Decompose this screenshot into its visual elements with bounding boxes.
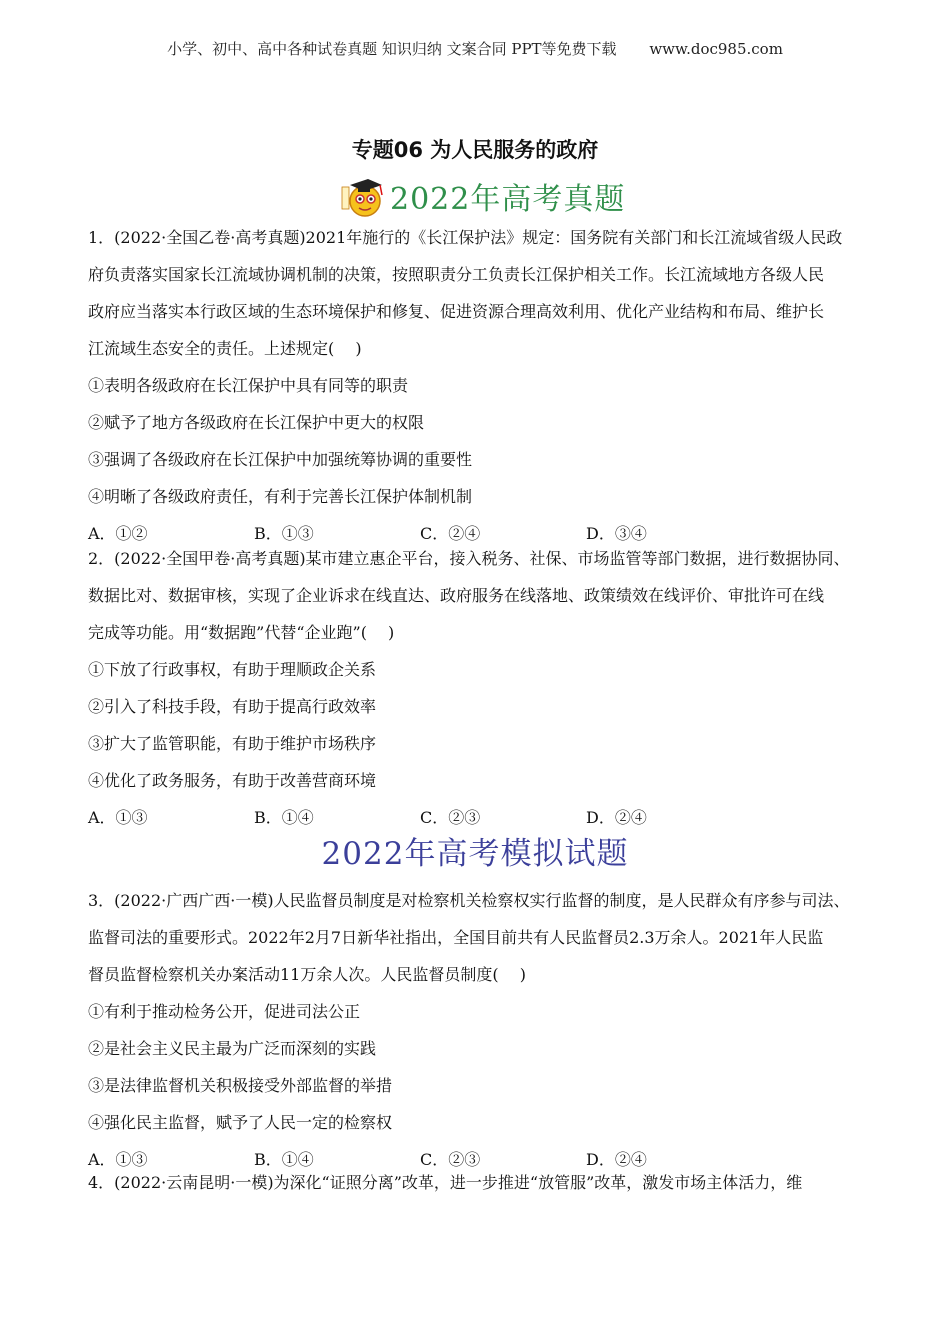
page-title: 专题06 为人民服务的政府 xyxy=(351,138,599,162)
option-b: B．①④ xyxy=(254,808,314,827)
question-4-line: 4．(2022·云南昆明·一模)为深化“证照分离”改革，进一步推进“放管服”改革，激发市场主体活力，维 xyxy=(88,1173,803,1192)
option-a: A．①③ xyxy=(88,1150,148,1169)
question-3-item: ①有利于推动检务公开，促进司法公正 xyxy=(88,1002,361,1021)
option-d: D．②④ xyxy=(586,1150,647,1169)
question-1-item: ②赋予了地方各级政府在长江保护中更大的权限 xyxy=(88,413,425,432)
question-3-line: 3．(2022·广西广西·一模)人民监督员制度是对检察机关检察权实行监督的制度，是人民群众有序参与司法、 xyxy=(88,891,850,910)
question-1-line: 江流域生态安全的责任。上述规定( ) xyxy=(88,339,362,358)
question-2-item: ④优化了政务服务，有助于改善营商环境 xyxy=(88,771,377,790)
question-1 xyxy=(88,219,878,552)
question-3-line: 监督司法的重要形式。2022年2月7日新华社指出，全国目前共有人民监督员2.3万余人。2021年人民监 xyxy=(88,928,824,947)
banner-real-exam xyxy=(340,172,625,220)
question-1-line: 府负责落实国家长江流域协调机制的决策，按照职责分工负责长江保护相关工作。长江流域地方各级人民 xyxy=(88,265,825,284)
option-a: A．①③ xyxy=(88,808,148,827)
question-2-line: 数据比对、数据审核，实现了企业诉求在线直达、政府服务在线落地、政策绩效在线评价、审批许可在线 xyxy=(88,586,825,605)
option-b: B．①③ xyxy=(254,524,314,543)
question-3-item: ②是社会主义民主最为广泛而深刻的实践 xyxy=(88,1039,377,1058)
question-1-line: 政府应当落实本行政区域的生态环境保护和修复、促进资源合理高效利用、优化产业结构和布局、维护长 xyxy=(88,302,825,321)
mascot-icon xyxy=(340,173,386,219)
option-d: D．③④ xyxy=(586,524,647,543)
question-2-line: 2．(2022·全国甲卷·高考真题)某市建立惠企平台，接入税务、社保、市场监管等部门数据，进行数据协同、 xyxy=(88,549,850,568)
question-3 xyxy=(88,882,878,1178)
question-2-item: ①下放了行政事权，有助于理顺政企关系 xyxy=(88,660,377,679)
option-b: B．①④ xyxy=(254,1150,314,1169)
question-1-line: 1．(2022·全国乙卷·高考真题)2021年施行的《长江保护法》规定：国务院有关部门和长江流域省级人民政 xyxy=(88,228,843,247)
header-text: 小学、初中、高中各种试卷真题 知识归纳 文案合同 PPT等免费下载 xyxy=(167,40,617,58)
banner-mock-exam: 2022年高考模拟试题 xyxy=(321,836,629,872)
question-2 xyxy=(88,540,878,836)
question-2-item: ③扩大了监管职能，有助于维护市场秩序 xyxy=(88,734,377,753)
page-header xyxy=(0,38,950,59)
question-2-line: 完成等功能。用“数据跑”代替“企业跑”( ) xyxy=(88,623,395,642)
option-c: C．②③ xyxy=(420,1150,481,1169)
question-2-item: ②引入了科技手段，有助于提高行政效率 xyxy=(88,697,377,716)
question-1-item: ①表明各级政府在长江保护中具有同等的职责 xyxy=(88,376,409,395)
option-a: A．①② xyxy=(88,524,148,543)
question-3-item: ③是法律监督机关积极接受外部监督的举措 xyxy=(88,1076,393,1095)
banner-real-exam-text: 2022年高考真题 xyxy=(390,182,626,217)
option-d: D．②④ xyxy=(586,808,647,827)
question-1-item: ④明晰了各级政府责任，有利于完善长江保护体制机制 xyxy=(88,487,473,506)
question-3-line: 督员监督检察机关办案活动11万余人次。人民监督员制度( ) xyxy=(88,965,526,984)
option-c: C．②④ xyxy=(420,524,481,543)
option-c: C．②③ xyxy=(420,808,481,827)
header-site: www.doc985.com xyxy=(649,40,783,58)
question-4 xyxy=(88,1164,878,1201)
question-1-item: ③强调了各级政府在长江保护中加强统筹协调的重要性 xyxy=(88,450,473,469)
question-3-item: ④强化民主监督，赋予了人民一定的检察权 xyxy=(88,1113,393,1132)
